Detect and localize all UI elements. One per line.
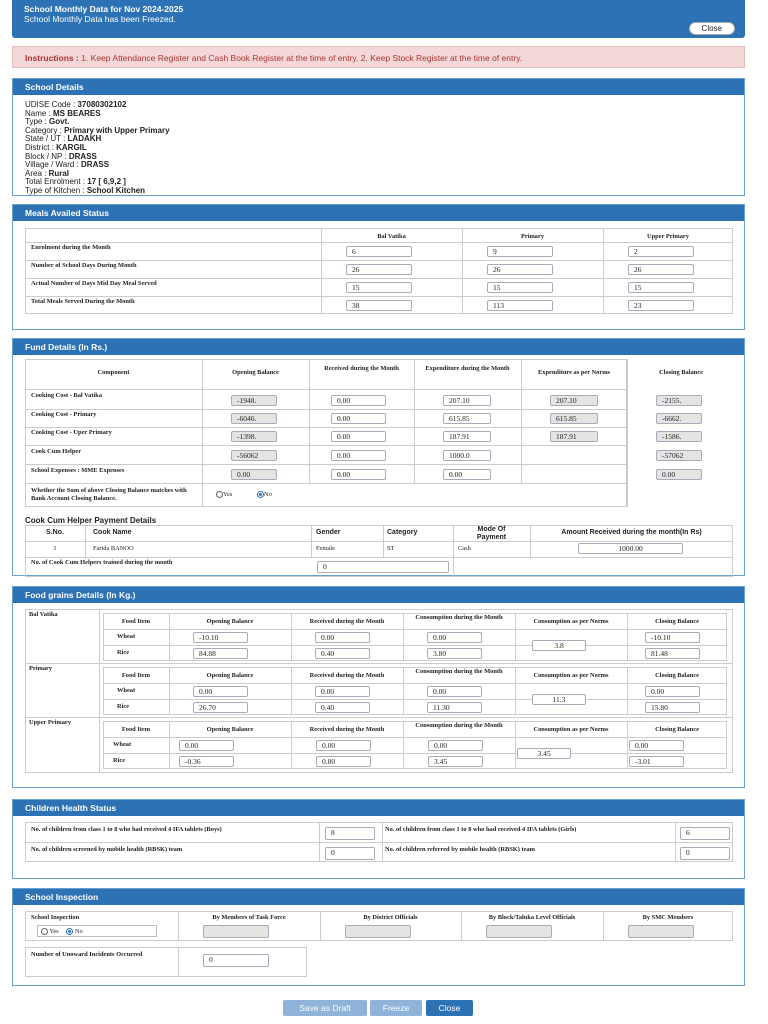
type-label: Type : xyxy=(25,117,50,127)
bank-question-label: Whether the Sum of above Closing Balance matches with Bank Account Closing Balance. xyxy=(31,487,187,502)
fund-expenditure-input[interactable]: 615.85 xyxy=(443,413,491,424)
food-norms-input[interactable]: 3.8 xyxy=(532,640,586,651)
fund-row-label: Cook Cum Helper xyxy=(31,448,82,455)
food-input[interactable]: 3.80 xyxy=(427,648,482,659)
save-draft-button[interactable]: Save as Draft xyxy=(283,1000,367,1016)
health-girls-ifa-label: No. of children from class 1 to 8 who had received 4 IFA tablets (Girls) xyxy=(385,826,577,833)
health-girls-ifa-input[interactable]: 6 xyxy=(680,827,730,840)
inspection-yes-option[interactable] xyxy=(41,928,59,935)
inspection-smc-input xyxy=(628,925,694,938)
meals-input[interactable]: 15 xyxy=(628,282,694,293)
food-panel xyxy=(12,586,745,788)
health-panel xyxy=(12,799,745,879)
school-details-list xyxy=(13,95,744,202)
fund-closing-input: -1586. xyxy=(656,431,702,442)
food-input[interactable]: 0.00 xyxy=(315,686,370,697)
kitchen-label: Type of Kitchen : xyxy=(25,185,87,195)
food-input[interactable]: 0.00 xyxy=(427,632,482,643)
fund-row-label: Cooking Cost - Primary xyxy=(31,411,97,418)
fund-header-component: Component xyxy=(97,369,130,376)
name-label: Name : xyxy=(25,108,54,118)
food-item-name: Wheat xyxy=(117,687,136,694)
cch-category: ST xyxy=(387,545,395,552)
radio-checked-icon[interactable] xyxy=(66,928,73,935)
instructions-alert xyxy=(12,46,745,68)
meals-title: Meals Availed Status xyxy=(13,205,744,221)
meals-panel xyxy=(12,204,745,330)
cch-header-mode: Mode Of Payment xyxy=(476,526,507,541)
fund-row-label: Cooking Cost - Bal Vatika xyxy=(31,392,103,399)
kitchen-row xyxy=(25,187,732,196)
food-header-closing: Closing Balance xyxy=(655,726,699,733)
food-input[interactable]: -0.36 xyxy=(179,756,234,767)
inspection-radio-group xyxy=(37,925,157,937)
food-header-norms: Consumption as per Norms xyxy=(533,672,609,679)
fund-opening-input: 0.00 xyxy=(231,469,277,480)
freeze-button[interactable]: Freeze xyxy=(370,1000,422,1016)
food-input[interactable]: -10.10 xyxy=(193,632,248,643)
fund-received-input[interactable]: 0.00 xyxy=(331,431,386,442)
radio-icon[interactable] xyxy=(216,491,223,498)
cch-gender: Female xyxy=(316,545,335,552)
food-item-name: Rice xyxy=(117,649,130,656)
meals-row-label: Enrolment during the Month xyxy=(31,244,111,251)
inspection-no-option[interactable] xyxy=(66,928,82,935)
category-row xyxy=(25,127,732,136)
district-label: District : xyxy=(25,142,57,152)
school-details-panel xyxy=(12,78,745,196)
food-input[interactable]: 0.00 xyxy=(316,740,371,751)
food-input[interactable]: 0.00 xyxy=(629,740,684,751)
fund-expenditure-input[interactable]: 187.91 xyxy=(443,431,491,442)
cch-header-name: Cook Name xyxy=(93,529,132,536)
inspection-header-block: By Block/Taluka Level Officials xyxy=(488,914,576,921)
fund-norms-input: 187.91 xyxy=(550,431,598,442)
meals-header-upper-primary: Upper Primary xyxy=(647,233,689,240)
fund-opening-input: -1948. xyxy=(231,395,277,406)
food-input[interactable]: 0.80 xyxy=(316,756,371,767)
meals-row-label: Number of School Days During Month xyxy=(31,262,137,269)
food-header-item: Food Item xyxy=(121,726,151,733)
fund-received-input[interactable]: 0.00 xyxy=(331,450,386,461)
meals-input[interactable]: 38 xyxy=(346,300,412,311)
block-label: Block / NP : xyxy=(25,151,69,161)
cch-mode: Cash xyxy=(458,545,471,552)
inspection-label: School Inspection xyxy=(31,914,80,921)
meals-input[interactable]: 113 xyxy=(487,300,553,311)
health-boys-ifa-input[interactable]: 8 xyxy=(325,827,375,840)
food-header-closing: Closing Balance xyxy=(655,618,699,625)
inspection-header-smc: By SMC Members xyxy=(642,914,694,921)
fund-received-input[interactable]: 0.00 xyxy=(331,395,386,406)
cch-title: Cook Cum Helper Payment Details xyxy=(25,516,157,525)
village-row xyxy=(25,161,732,170)
name-row xyxy=(25,110,732,119)
meals-row-label: Total Meals Served During the Month xyxy=(31,298,135,305)
food-item-name: Wheat xyxy=(117,633,136,640)
area-label: Area : xyxy=(25,168,49,178)
udise-value: 37080302102 xyxy=(77,100,127,109)
fund-received-input[interactable]: 0.00 xyxy=(331,469,386,480)
inspection-block-input xyxy=(486,925,552,938)
village-label: Village / Ward : xyxy=(25,160,82,170)
health-boys-ifa-label: No. of children from class 1 to 8 who had received 4 IFA tablets (Boys) xyxy=(31,826,222,833)
udise-row xyxy=(25,101,732,110)
fund-norms-input: 615.85 xyxy=(550,413,598,424)
health-title: Children Health Status xyxy=(13,800,744,816)
fund-header-expenditure: Expenditure during the Month xyxy=(425,365,510,372)
inspection-district-input xyxy=(345,925,411,938)
meals-input[interactable]: 23 xyxy=(628,300,694,311)
state-row xyxy=(25,135,732,144)
bank-yes-option[interactable] xyxy=(216,491,232,498)
bank-yes-label: Yes xyxy=(223,491,233,498)
incidents-label: Number of Unoward Incidents Occurred xyxy=(31,951,143,958)
food-input[interactable]: 26.70 xyxy=(193,702,248,713)
inspection-title: School Inspection xyxy=(13,889,744,905)
food-input[interactable]: 0.00 xyxy=(193,686,248,697)
food-input[interactable]: 15.80 xyxy=(645,702,700,713)
health-screened-input[interactable]: 0 xyxy=(325,847,375,860)
meals-input[interactable]: 15 xyxy=(487,282,553,293)
fund-closing-input: 0.00 xyxy=(656,469,702,480)
food-header-opening: Opening Balance xyxy=(206,618,254,625)
food-header-received: Received during the Month xyxy=(309,726,385,733)
cch-name: Farida BANOO xyxy=(93,545,134,552)
page-title: School Monthly Data for Nov 2024-2025 xyxy=(24,4,184,14)
inspection-panel xyxy=(12,888,745,986)
meals-input[interactable]: 26 xyxy=(628,264,694,275)
fund-opening-input: -56062 xyxy=(231,450,277,461)
food-input[interactable]: 0.00 xyxy=(645,686,700,697)
food-input[interactable]: 0.00 xyxy=(428,740,483,751)
food-input[interactable]: 0.40 xyxy=(315,702,370,713)
fund-closing-input: -57062 xyxy=(656,450,702,461)
food-header-consumption: Consumption during the Month xyxy=(415,722,503,729)
food-input[interactable]: 84.88 xyxy=(193,648,248,659)
food-header-received: Received during the Month xyxy=(309,618,385,625)
food-input[interactable]: 81.48 xyxy=(645,648,700,659)
fund-expenditure-input[interactable]: 1000.0 xyxy=(443,450,491,461)
fund-title: Fund Details (In Rs.) xyxy=(13,339,744,355)
inspection-yes-label: Yes xyxy=(49,928,59,935)
close-button[interactable]: Close xyxy=(426,1000,473,1016)
food-header-closing: Closing Balance xyxy=(655,672,699,679)
instructions-text: 1. Keep Attendance Register and Cash Book Register at the time of entry. 2. Keep Stock Register at the time of entry. xyxy=(78,53,523,63)
food-norms-input[interactable]: 11.3 xyxy=(532,694,586,705)
food-header-item: Food Item xyxy=(121,672,151,679)
food-input[interactable]: 0.40 xyxy=(315,648,370,659)
inspection-task-force-input xyxy=(203,925,269,938)
district-row xyxy=(25,144,732,153)
meals-input[interactable]: 2 xyxy=(628,246,694,257)
food-header-item: Food Item xyxy=(121,618,151,625)
food-group-label: Upper Primary xyxy=(29,719,71,726)
school-details-title: School Details xyxy=(13,79,744,95)
fund-norms-input: 207.10 xyxy=(550,395,598,406)
fund-row-label: Cooking Cost - Uper Primary xyxy=(31,429,112,436)
food-input[interactable]: 11.30 xyxy=(427,702,482,713)
cch-amount-input[interactable]: 1000.00 xyxy=(578,543,683,554)
name-value: MS BEARES xyxy=(53,108,101,118)
type-value: Govt. xyxy=(49,117,70,127)
district-value: KARGIL xyxy=(56,142,87,152)
kitchen-value: School Kitchen xyxy=(86,185,146,195)
inspection-header-district: By District Officials xyxy=(363,914,418,921)
health-referred-input[interactable]: 0 xyxy=(680,847,730,860)
fund-panel xyxy=(12,338,745,576)
state-value: LADAKH xyxy=(67,134,102,144)
food-group-label: Bal Vatika xyxy=(29,611,58,618)
fund-expenditure-input[interactable]: 207.10 xyxy=(443,395,491,406)
food-item-name: Wheat xyxy=(113,741,132,748)
food-header-norms: Consumption as per Norms xyxy=(533,618,609,625)
cch-header-amount: Amount Received during the month(In Rs) xyxy=(561,529,702,536)
meals-row-label: Actual Number of Days Mid Day Meal Served xyxy=(31,280,157,287)
food-input[interactable]: -10.10 xyxy=(645,632,700,643)
food-input[interactable]: 3.45 xyxy=(428,756,483,767)
radio-checked-icon[interactable] xyxy=(257,491,264,498)
cch-header-category: Category xyxy=(387,529,418,536)
fund-opening-input: -1398. xyxy=(231,431,277,442)
fund-header-opening: Opening Balance xyxy=(232,369,279,376)
food-header-norms: Consumption as per Norms xyxy=(533,726,609,733)
inspection-header-task-force: By Members of Task Force xyxy=(212,914,286,921)
cch-trained-input[interactable]: 0 xyxy=(317,561,449,573)
fund-header-norms: Expenditure as per Norms xyxy=(537,369,611,376)
food-input[interactable]: 0.00 xyxy=(179,740,234,751)
cch-header-sno: S.No. xyxy=(46,529,64,536)
bank-no-option[interactable] xyxy=(257,491,272,498)
food-group-label: Primary xyxy=(29,665,53,672)
block-value: DRASS xyxy=(68,151,97,161)
inspection-no-label: No xyxy=(74,928,83,935)
health-referred-label: No. of children referred by mobile health (RBSK) team xyxy=(385,846,535,853)
meals-input[interactable]: 6 xyxy=(346,246,412,257)
meals-table xyxy=(13,221,744,329)
food-input[interactable]: 0.00 xyxy=(315,632,370,643)
fund-received-input[interactable]: 0.00 xyxy=(331,413,386,424)
food-title: Food grains Details (In Kg.) xyxy=(13,587,744,603)
meals-input[interactable]: 9 xyxy=(487,246,553,257)
food-header-opening: Opening Balance xyxy=(206,672,254,679)
food-header-consumption: Consumption during the Month xyxy=(415,668,503,675)
category-label: Category : xyxy=(25,125,65,135)
fund-header-received: Received during the Month xyxy=(324,365,399,372)
fund-closing-input: -2155. xyxy=(656,395,702,406)
food-header-opening: Opening Balance xyxy=(206,726,254,733)
meals-input[interactable]: 26 xyxy=(487,264,553,275)
enrolment-value: 17 [ 6,9,2 ] xyxy=(87,177,126,187)
instructions-label: Instructions : xyxy=(25,53,79,63)
food-input[interactable]: -3.01 xyxy=(629,756,684,767)
cch-sno: 1 xyxy=(53,545,57,552)
food-header-received: Received during the Month xyxy=(309,672,385,679)
health-screened-label: No. of children screened by mobile health (RBSK) team xyxy=(31,846,183,853)
fund-row-label: School Expenses : MME Expenses xyxy=(31,467,125,474)
food-norms-input[interactable]: 3.45 xyxy=(517,748,571,759)
state-label: State / UT : xyxy=(25,134,68,144)
village-value: DRASS xyxy=(81,160,110,170)
food-item-name: Rice xyxy=(113,757,126,764)
fund-table xyxy=(13,355,744,575)
meals-input[interactable]: 15 xyxy=(346,282,412,293)
health-table xyxy=(13,816,744,878)
bank-no-label: No xyxy=(264,491,272,498)
fund-expenditure-input[interactable]: 0.00 xyxy=(443,469,491,480)
udise-label: UDISE Code : xyxy=(25,100,78,109)
area-value: Rural xyxy=(48,168,70,178)
inspection-table xyxy=(13,905,744,985)
meals-input[interactable]: 26 xyxy=(346,264,412,275)
area-row xyxy=(25,170,732,179)
cch-header-gender: Gender xyxy=(316,529,341,536)
fund-opening-input: -6046. xyxy=(231,413,277,424)
incidents-input[interactable]: 0 xyxy=(203,954,269,967)
category-value: Primary with Upper Primary xyxy=(64,125,170,135)
fund-closing-input: -6662. xyxy=(656,413,702,424)
enrolment-label: Total Enrolment : xyxy=(25,177,88,187)
page-header xyxy=(12,0,745,38)
page-subtitle: School Monthly Data has been Freezed. xyxy=(24,14,176,24)
meals-header-primary: Primary xyxy=(520,233,545,240)
fund-header-closing: Closing Balance xyxy=(659,369,703,376)
radio-icon[interactable] xyxy=(41,928,48,935)
food-input[interactable]: 0.00 xyxy=(427,686,482,697)
header-close-button[interactable]: Close xyxy=(689,22,735,35)
meals-header-balvatika: Bal Vatika xyxy=(377,233,406,240)
cch-trained-label: No. of Cook Cum Helpers trained during the month xyxy=(31,559,173,566)
block-row xyxy=(25,153,732,162)
food-table xyxy=(13,603,744,787)
food-header-consumption: Consumption during the Month xyxy=(415,614,503,621)
food-item-name: Rice xyxy=(117,703,130,710)
